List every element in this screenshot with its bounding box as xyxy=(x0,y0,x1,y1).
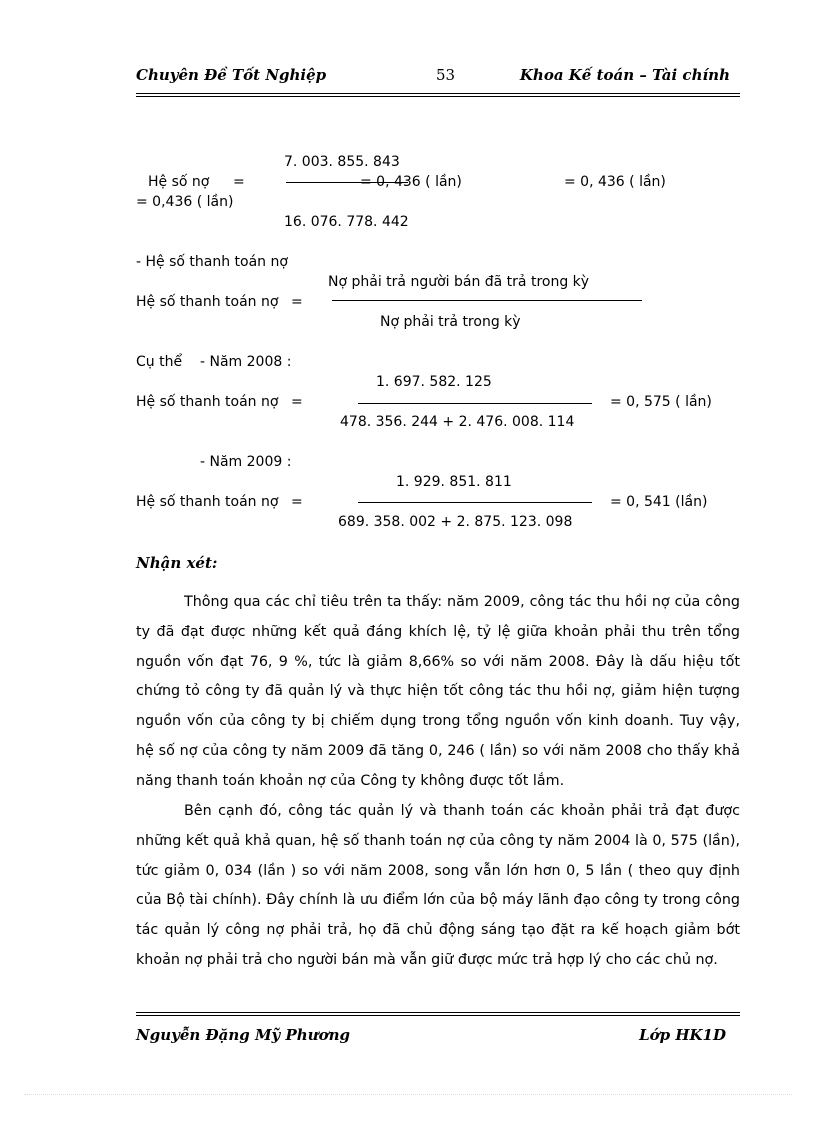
year-2008-intro: Cụ thể xyxy=(136,354,183,370)
remarks-title: Nhận xét: xyxy=(136,554,218,572)
footer-author: Nguyễn Đặng Mỹ Phương xyxy=(136,1026,350,1044)
remarks-paragraph-1-text: Thông qua các chỉ tiêu trên ta thấy: năm 2009, công tác thu hồi nợ của công ty đã đạt được những kết quả đáng khích lệ, tỷ lệ giữa khoản phải thu trên tổng nguồn vốn đạt 76, 9 %, tức là giảm 8,66% so với năm 2008. Đây là dấu hiệu tốt chứng tỏ công ty đã quản lý và thực hiện tốt công tác thu hồi nợ, giảm hiện tượng nguồn vốn của công ty bị chiếm dụng trong tổng nguồn vốn kinh doanh. Tuy vậy, hệ số nợ của công ty năm 2009 đã tăng 0, 246 ( lần) so với năm 2008 cho thấy khả năng thanh toán khoản nợ của Công ty không được tốt lắm. xyxy=(136,594,740,789)
year-2009-fraction-bar xyxy=(358,502,592,503)
year-2009-formula-label: Hệ số thanh toán nợ xyxy=(136,494,279,510)
year-2009-result: = 0, 541 (lần) xyxy=(610,494,708,510)
remarks-paragraph-2 xyxy=(136,797,740,976)
page-edge-dots xyxy=(24,1094,792,1095)
debt-label: Hệ số nợ xyxy=(148,174,210,190)
header-rule-bottom xyxy=(136,96,740,97)
payment-numerator: Nợ phải trả người bán đã trả trong kỳ xyxy=(328,274,590,290)
debt-denominator: 16. 076. 778. 442 xyxy=(284,214,409,230)
footer-rule-top xyxy=(136,1012,740,1013)
header-right: Khoa Kế toán – Tài chính xyxy=(519,66,730,84)
remarks-paragraph-2-text: Bên cạnh đó, công tác quản lý và thanh toán các khoản phải trả đạt được những kết quả khả quan, hệ số thanh toán nợ của công ty năm 2004 là 0, 575 (lần), tức giảm 0, 034 (lần ) so với năm 2008, song vẫn lớn hơn 0, 5 lần ( theo quy định của Bộ tài chính). Đây chính là ưu điểm lớn của bộ máy lãnh đạo công ty trong công tác quản lý công nợ phải trả, họ đã chủ động sáng tạo đặt ra kế hoạch giảm bớt khoản nợ phải trả cho người bán mà vẫn giữ được mức trả hợp lý cho các chủ nợ. xyxy=(136,803,740,968)
payment-label: Hệ số thanh toán nợ xyxy=(136,294,279,310)
remarks-paragraph-1 xyxy=(136,588,740,797)
year-2008-fraction-bar xyxy=(358,403,592,404)
year-2008-result: = 0, 575 ( lần) xyxy=(610,394,712,410)
year-2008-denominator: 478. 356. 244 + 2. 476. 008. 114 xyxy=(340,414,575,430)
debt-result-wrap: = 0,436 ( lần) xyxy=(136,194,234,210)
debt-result-inline: = 0, 436 ( lần) xyxy=(360,174,462,190)
payment-denominator: Nợ phải trả trong kỳ xyxy=(380,314,521,330)
debt-numerator: 7. 003. 855. 843 xyxy=(284,154,400,170)
header-left: Chuyên Đề Tốt Nghiệp xyxy=(136,66,327,84)
year-2009-eq: = xyxy=(291,494,303,510)
debt-eq: = xyxy=(233,174,245,190)
footer-rule-bottom xyxy=(136,1015,740,1016)
year-2008-eq: = xyxy=(291,394,303,410)
year-2008-label: - Năm 2008 : xyxy=(200,354,292,370)
year-2008-formula-label: Hệ số thanh toán nợ xyxy=(136,394,279,410)
payment-heading: - Hệ số thanh toán nợ xyxy=(136,254,288,270)
year-2009-label: - Năm 2009 : xyxy=(200,454,292,470)
header-rule-top xyxy=(136,93,740,94)
payment-fraction-bar xyxy=(332,300,642,301)
page-number: 53 xyxy=(436,66,456,84)
year-2009-numerator: 1. 929. 851. 811 xyxy=(396,474,512,490)
year-2009-denominator: 689. 358. 002 + 2. 875. 123. 098 xyxy=(338,514,573,530)
debt-result-right: = 0, 436 ( lần) xyxy=(564,174,666,190)
footer-class: Lớp HK1D xyxy=(639,1026,726,1044)
payment-eq: = xyxy=(291,294,303,310)
year-2008-numerator: 1. 697. 582. 125 xyxy=(376,374,492,390)
